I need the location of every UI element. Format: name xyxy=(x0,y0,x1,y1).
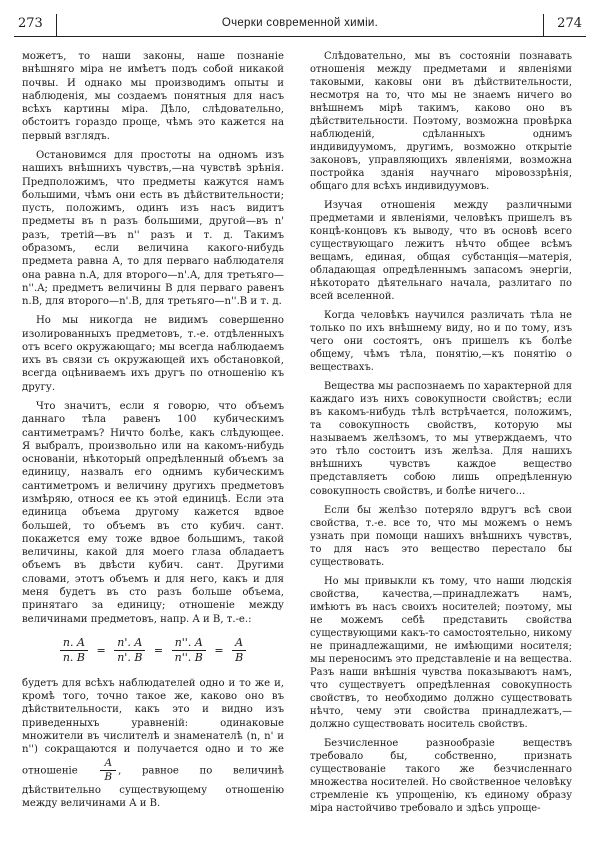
running-title: Очерки современной химіи. xyxy=(221,17,379,29)
paragraph: Когда человѣкъ научился различать тѣла не только по ихъ внѣшнему виду, но и по тому, изъ чего они состоятъ, онъ пришелъ къ болѣе общему, чѣмъ тѣла, понятію,—къ понятію о веществахъ. xyxy=(310,310,572,374)
paragraph: Остановимся для простоты на одномъ изъ нашихъ внѣшнихъ чувствъ,—на чувствѣ зрѣнія. Предположимъ, что предметы кажутся намъ большими, чѣмъ они есть въ дѣйствительности; пусть, положимъ, одинъ изъ насъ видитъ предметы въ n разъ большими, другой—въ n' разъ, третій—въ n'' разъ и т. д. Такимъ образомъ, если величина какого-нибудь предмета равна A, то для перваго наблюдателя она равна n.A, для второго—n'.A, для третьяго—n''.A; предметъ величины B для перваго равенъ n.B, для второго—n'.B, для третьяго—n''.B и т. д. xyxy=(22,149,284,308)
left-column xyxy=(22,50,284,816)
fraction: $\frac{A}{B}$ xyxy=(232,636,246,665)
equals-sign: = xyxy=(153,643,164,657)
fraction: $\frac{n'. A}{n'. B}$ xyxy=(114,636,145,665)
paragraph: Но мы привыкли къ тому, что наши людскія свойства, качества,—принадлежатъ намъ, имѣютъ въ насъ своихъ носителей; поэтому, мы не можемъ себѣ представить свойства существующими какъ-то самостоятельно, никому не принадлежащими, не имѣющими носителя; мы переносимъ это представленіе и на вещества. Разъ наши внѣшнія чувства показываютъ намъ, что существуетъ опредѣленная совокупность свойствъ, то необходимо должно существовать нѣчто, чему эти свойства принадлежатъ,—должно существовать носитель свойствъ. xyxy=(310,575,572,730)
running-header xyxy=(14,14,586,37)
paragraph: Вещества мы распознаемъ по характерной для каждаго изъ нихъ совокупности свойствъ; если въ какомъ-нибудь тѣлѣ встрѣчается, положимъ, та совокупность свойствъ, которую мы называемъ желѣзомъ, то мы утверждаемъ, что это тѣло состоитъ изъ желѣза. Для нашихъ внѣшнихъ чувствъ каждое вещество представляетъ собою лишь опредѣленную совокупность свойствъ, и болѣе ничего... xyxy=(310,381,572,497)
equals-sign: = xyxy=(214,643,224,657)
ratio-equation xyxy=(22,636,284,665)
page-number-left: 273 xyxy=(18,16,43,31)
paragraph: Если бы желѣзо потеряло вдругъ всѣ свои свойства, т.-е. все то, что мы можемъ о немъ узнать при помощи нашихъ внѣшнихъ чувствъ, то для насъ это вещество перестало бы существовать. xyxy=(310,504,572,568)
page-number-right: 274 xyxy=(557,16,582,31)
fraction: $\frac{n. A}{n. B}$ xyxy=(60,636,88,665)
fraction: $\frac{n''. A}{n''. B}$ xyxy=(172,636,206,665)
right-column xyxy=(310,50,572,821)
paragraph: Слѣдовательно, мы въ состояніи познавать отношенія между предметами и явленіями таковыми, каковы они въ дѣйствительности, несмотря на то, что мы не знаемъ ничего во внѣшнемъ мірѣ такимъ, каково оно въ дѣйствительности. Поэтому, возможна провѣрка наблюденій, сдѣланныхъ однимъ индивидуумомъ, другимъ, возможно открытіе законовъ, управляющихъ явленіями, возможна постройка зданія научнаго міровоззрѣнія, общаго для всѣхъ индивидуумовъ. xyxy=(310,51,572,193)
paragraph: Безчисленное разнообразіе веществъ требовало бы, собственно, признать существованіе такого же безчисленнаго множества носителей. Но свойственное человѣку стремленіе къ упрощенію, къ единому образу міра настойчиво требовало и здѣсь упроще- xyxy=(310,737,572,814)
paragraph: Изучая отношенія между различными предметами и явленіями, человѣкъ пришелъ въ концѣ-концовъ къ выводу, что въ основѣ всего существующаго лежитъ нѣчто общее всѣмъ вещамъ, единая, общая субстанція—матерія, обладающая опредѣленнымъ запасомъ энергіи, нѣкоторато дѣятельнаго начала, разлитаго по всей вселенной. xyxy=(310,200,572,303)
inline-fraction: $\frac{A}{B}$ xyxy=(100,757,116,784)
equals-sign: = xyxy=(96,643,106,657)
paragraph: Но мы никогда не видимъ совершенно изолированныхъ предметовъ, т.-е. отдѣленныхъ отъ всего окружающаго; мы всегда наблюдаемъ ихъ въ связи съ окружающей ихъ обстановкой, всегда оцѣниваемъ ихъ другъ по отношенію къ другу. xyxy=(22,315,284,393)
paragraph: можетъ, то наши законы, наше познаніе внѣшняго міра не имѣетъ подъ собой никакой почвы. И однако мы производимъ опыты и наблюденія, мы создаемъ понятныя для насъ всѣхъ картины міра. Дѣло, слѣдовательно, обстоитъ гораздо проще, чѣмъ это кажется на первый взглядъ. xyxy=(22,51,284,142)
paragraph: Что значитъ, если я говорю, что объемъ даннаго тѣла равенъ 100 кубическимъ сантиметрамъ? Ничто болѣе, какъ слѣдующее. Я выбралъ, произвольно или на какомъ-нибудь основаніи, нѣкоторый опредѣленный объемъ за единицу, назвалъ его однимъ кубическимъ сантиметромъ и величину другихъ предметовъ измѣряю, относя ее къ этой единицѣ. Если эта единица объема другому кажется вдвое большей, то объемъ въ сто кубич. сант. покажется ему тоже вдвое большимъ, такой величины, какой для моего глаза обладаетъ объемъ въ двѣсти кубич. сант. Другими словами, этотъ объемъ и для него, какъ и для меня будетъ въ сто разъ больше объема, принятаго за единицу; отношеніе между величинами предметовъ, напр. A и B, т.-е.: xyxy=(22,401,284,625)
header-divider-right xyxy=(543,14,544,36)
paragraph: будетъ для всѣхъ наблюдателей одно и то же и, кромѣ того, точно такое же, каково оно въ дѣйствительности, какъ это и видно изъ приведенныхъ уравненій: одинаковые множители въ числителѣ и знаменателѣ (n, n' и n'') сокращаются и получается одно и то же отношеніе $\frac{A}{B}$ , равное по величинѣ дѣйствительно существующему отношенію между величинами A и B. xyxy=(22,677,284,809)
